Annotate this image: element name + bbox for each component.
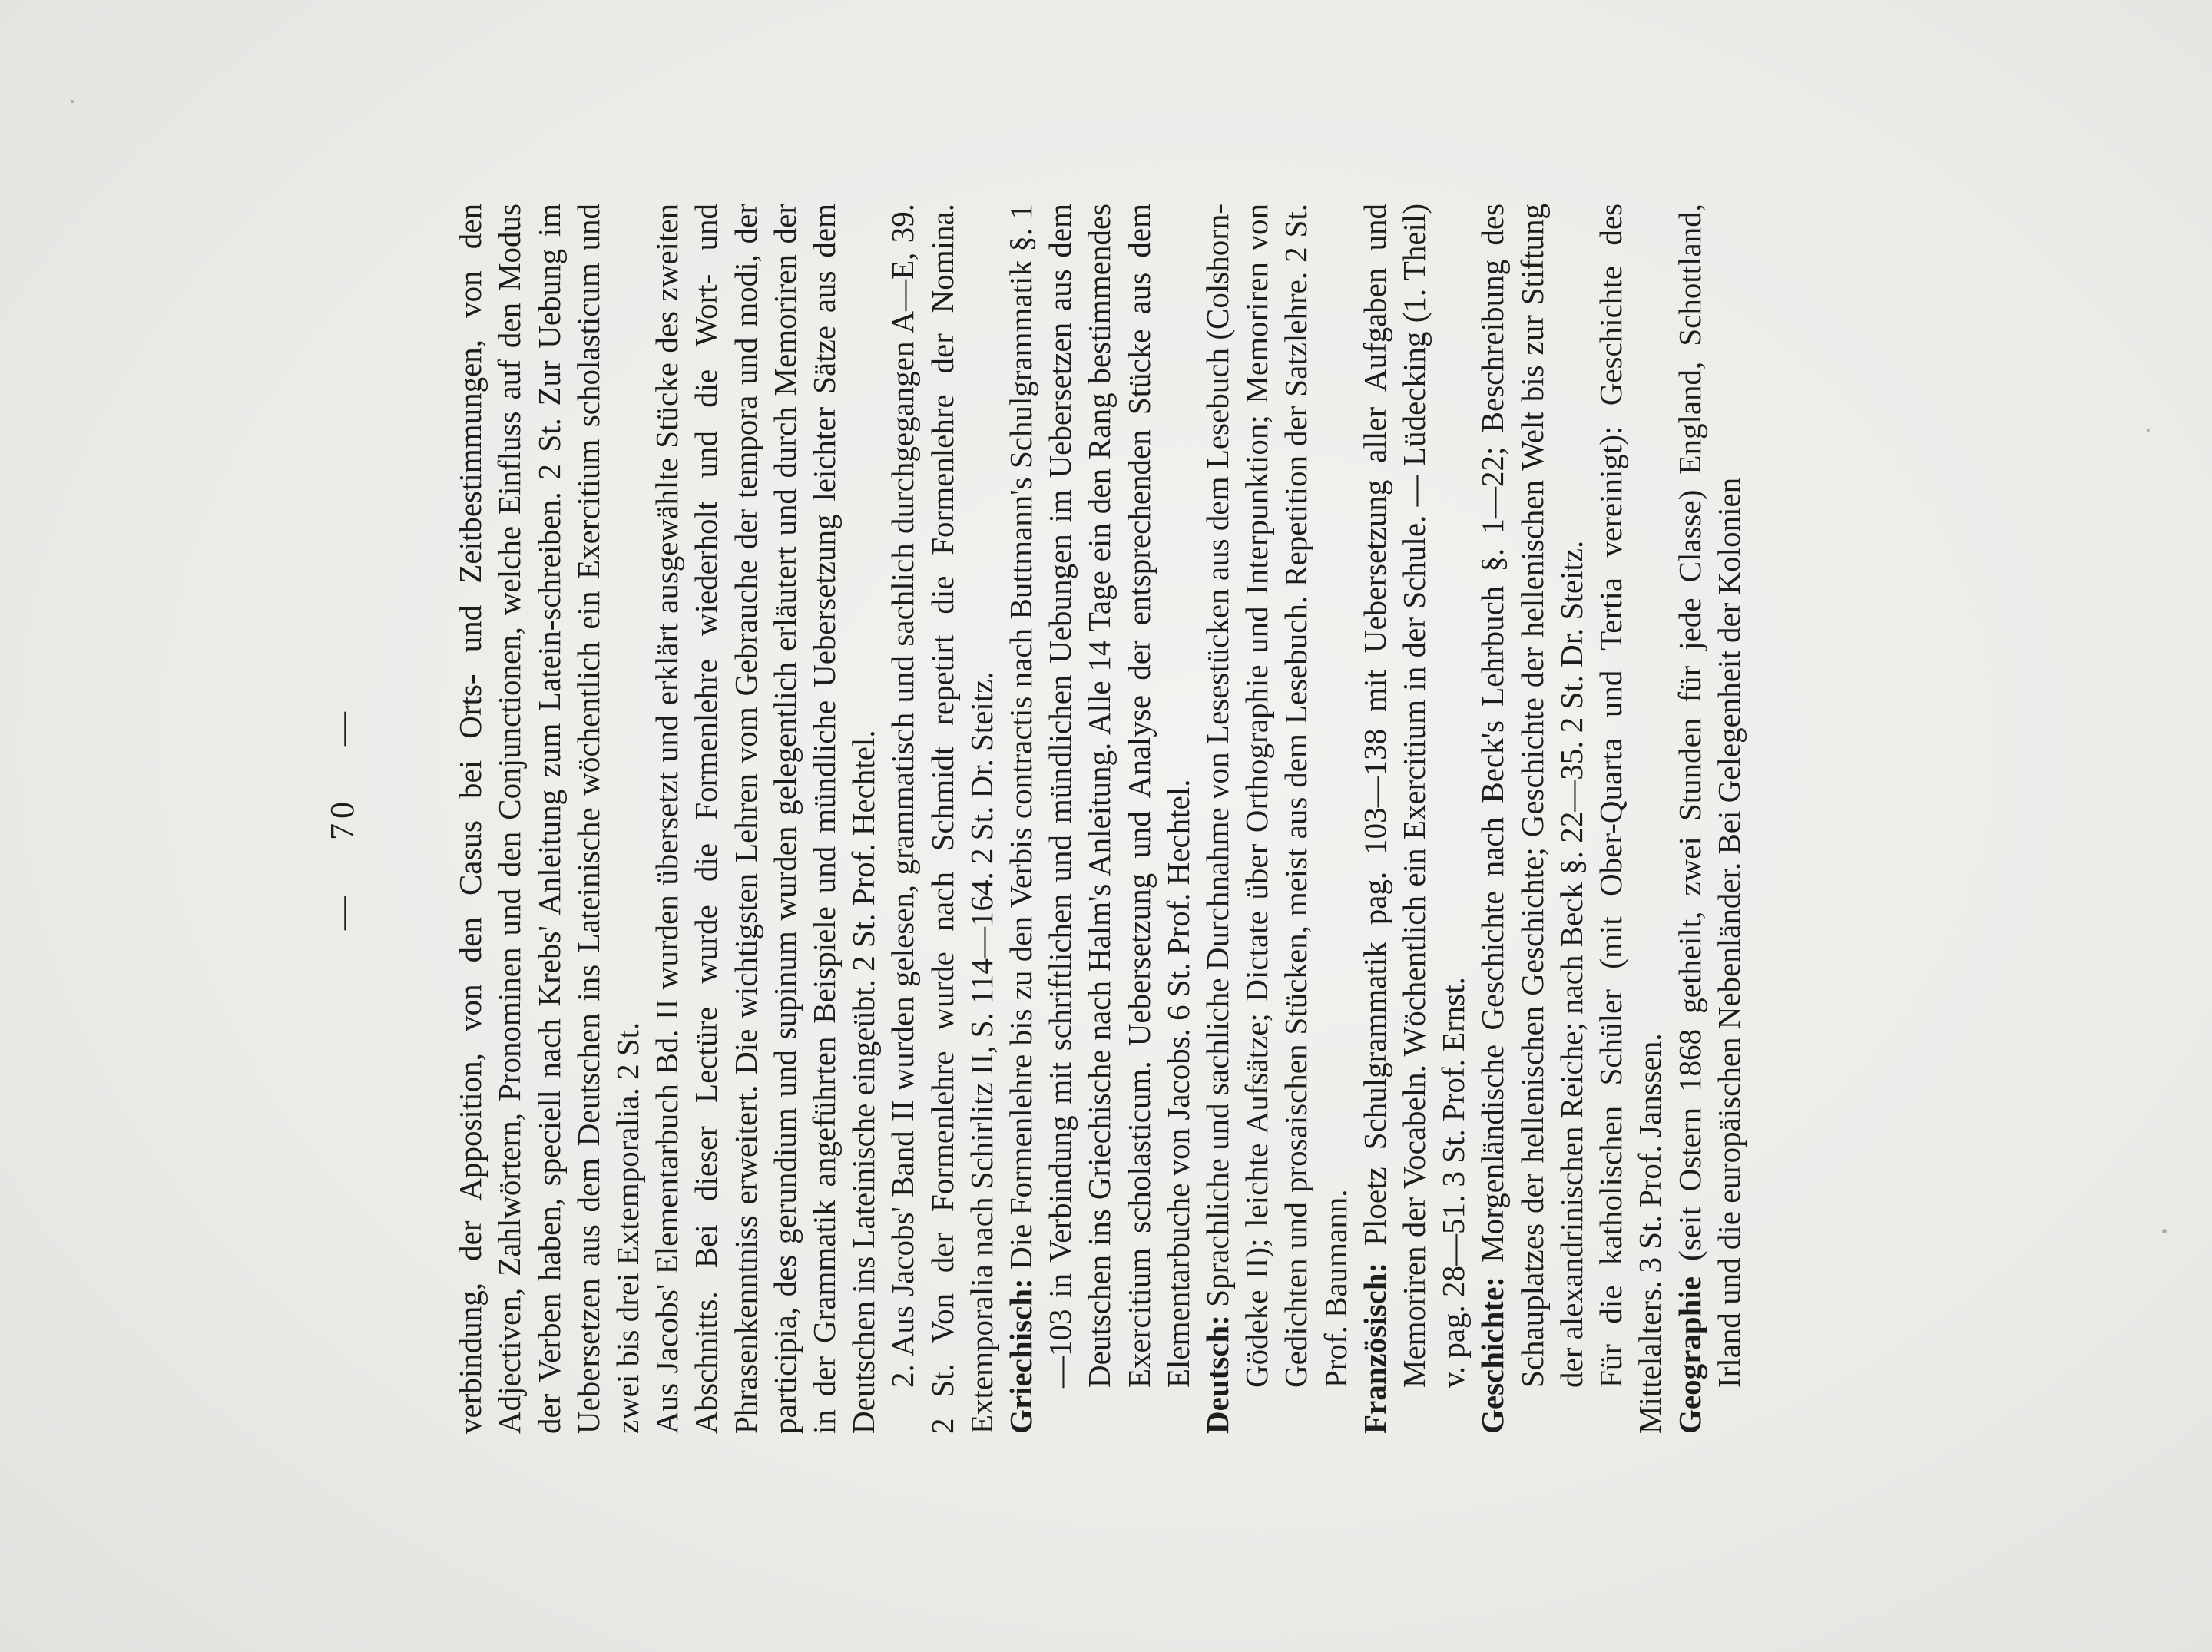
text-block [223, 173, 1989, 1478]
paper-speck [71, 100, 74, 103]
paragraph-text: Für die katholischen Schüler (mit Ober-Quarta und Tertia vereinigt): Geschichte des Mittelalters. 3 St. Prof. Janssen. [1593, 204, 1668, 1434]
paragraph-geschichte-katholisch [1591, 204, 1670, 1434]
header-dash-right: — [323, 707, 361, 746]
paragraph-text: 2. Aus Jacobs' Band II wurden gelesen, grammatisch und sachlich durchgegangen A—E, 39. 2 St. Von der Formenlehre wurde nach Schmidt repetirt die Formenlehre der Nomina. Extemporalia nach Schirlitz II, S. 114—164. 2 St. Dr. Steitz. [885, 204, 999, 1434]
paragraph-geographie [1671, 204, 1749, 1434]
subject-heading-franzoesisch: Französisch: [1356, 1262, 1392, 1434]
paragraph-latin-continued [451, 204, 647, 1434]
paragraph-deutsch [1198, 204, 1356, 1434]
paragraph-geschichte [1473, 204, 1591, 1434]
paragraph-latin-jacobs [647, 204, 883, 1434]
paragraph-text: Aus Jacobs' Elementarbuch Bd. II wurden übersetzt und erklärt ausgewählte Stücke des zweiten Abschnitts. Bei dieser Lectüre wurde die Formenlehre wiederholt und die Wort- und Phrasenkenntniss erweitert. Die wichtigsten Lehren vom Gebrauche der tempora und modi, der participia, des gerundium und supinum wurden gelegentlich erläutert und durch Memoriren der in der Grammatik angeführten Beispiele und mündliche Uebersetzung leichter Sätze aus dem Deutschen ins Lateinische eingeübt. 2 St. Prof. Hechtel. [649, 204, 882, 1434]
paragraph-text: Die Formenlehre bis zu den Verbis contractis nach Buttmann's Schulgrammatik §. 1—103 in Verbindung mit schriftlichen und mündlichen Uebungen im Uebersetzen aus dem Deutschen ins Griechische nach Halm's Anleitung. Alle 14 Tage ein den Rang bestimmendes Exercitium scholasticum. Uebersetzung und Analyse der entsprechenden Stücke aus dem Elementarbuche von Jacobs. 6 St. Prof. Hechtel. [1003, 204, 1196, 1388]
paper-speck [2147, 429, 2150, 432]
paragraph-text: Ploetz Schulgrammatik pag. 103—138 mit Uebersetzung aller Aufgaben und Memoriren der Vocabeln. Wöchentlich ein Exercitium in der Schule. — Lüdecking (1. Theil) v. pag. 28—51. 3 St. Prof. Ernst. [1356, 203, 1472, 1388]
paragraph-griechisch [1002, 204, 1198, 1434]
page-header [323, 204, 362, 1434]
paragraph-franzoesisch [1356, 204, 1474, 1434]
subject-heading-deutsch: Deutsch: [1200, 1315, 1236, 1434]
paragraph-text: verbindung, der Apposition, von den Casus bei Orts- und Zeitbestimmungen, von den Adjectiven, Zahlwörtern, Pronominen und den Conjunctionen, welche Einfluss auf den Modus der Verben haben, speciell nach Krebs' Anleitung zum Latein-schreiben. 2 St. Zur Uebung im Uebersetzen aus dem Deutschen ins Lateinische wöchentlich ein Exercitium scholasticum und zwei bis drei Extemporalia. 2 St. [452, 204, 646, 1434]
subject-heading-geographie: Geographie [1671, 1276, 1707, 1434]
paragraph-text: Sprachliche und sachliche Durchnahme von Lesestücken aus dem Lesebuch (Colshorn-Gödeke II); leichte Aufsätze; Dictate über Orthographie und Interpunktion; Memoriren von Gedichten und prosaischen Stücken, meist aus dem Lesebuch. Repetition der Satzlehre. 2 St. Prof. Baumann. [1200, 204, 1353, 1388]
paragraph-text: Morgenländische Geschichte nach Beck's Lehrbuch §. 1—22; Beschreibung des Schauplatzes der hellenischen Geschichte; Geschichte der hellenischen Welt bis zur Stiftung der alexandrinischen Reiche; nach Beck §. 22—35. 2 St. Dr. Steitz. [1475, 203, 1589, 1388]
paragraph-latin-2 [883, 204, 1002, 1434]
rotated-page-content [223, 173, 1989, 1478]
header-dash-left: — [323, 892, 361, 930]
subject-heading-geschichte: Geschichte: [1475, 1276, 1511, 1434]
subject-heading-griechisch: Griechisch: [1003, 1278, 1039, 1434]
page-number: 70 [323, 797, 361, 840]
paper-speck [2162, 1229, 2167, 1233]
paragraph-text: (seit Ostern 1868 getheilt, zwei Stunden für jede Classe) England, Schottland, Irland und die europäischen Nebenländer. Bei Gelegenheit der Kolonien [1671, 203, 1747, 1388]
